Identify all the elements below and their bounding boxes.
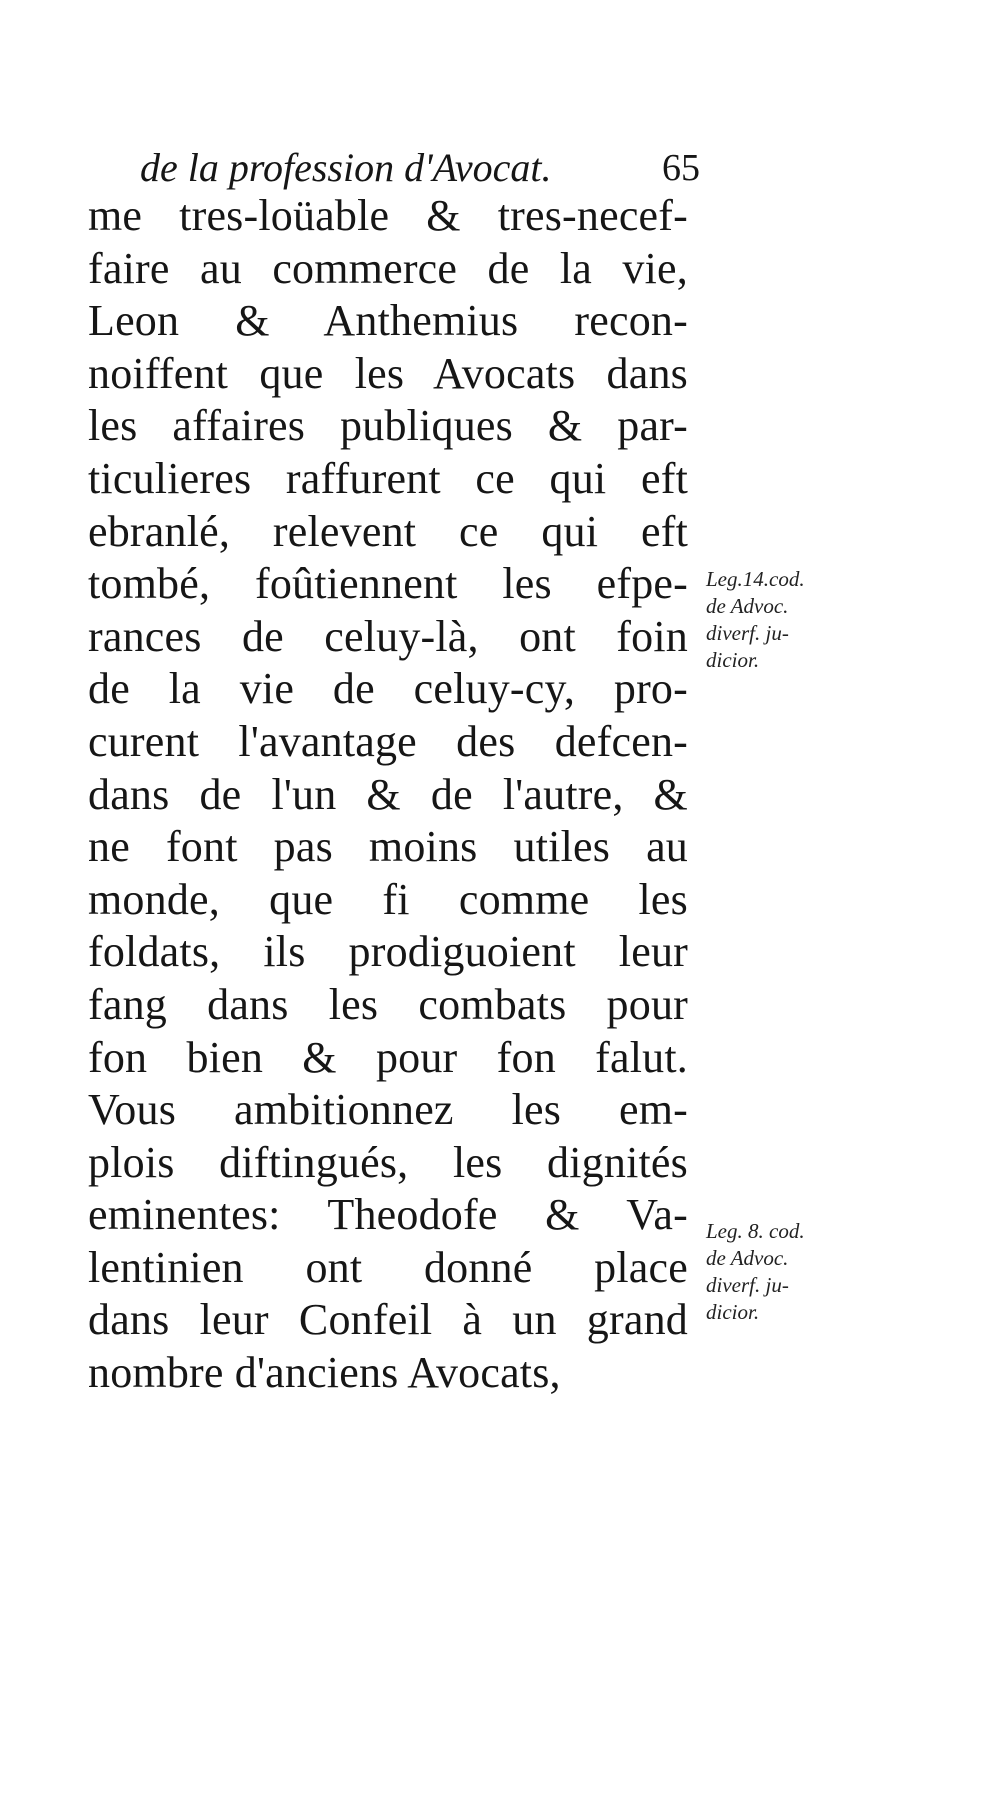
margin-note-leg-8 bbox=[706, 1218, 805, 1326]
text-line: curent l'avantage des defcen- bbox=[88, 716, 688, 766]
text-line: foldats, ils prodiguoient leur bbox=[88, 927, 688, 977]
text-line: les affaires publiques & par- bbox=[88, 401, 688, 451]
text-line: fang dans les combats pour bbox=[88, 979, 688, 1029]
text-line: plois diftingués, les dignités bbox=[88, 1137, 688, 1187]
text-line: nombre d'anciens Avocats, bbox=[88, 1348, 561, 1398]
margin-note-line: Leg. 8. cod. bbox=[706, 1219, 805, 1243]
text-line: faire au commerce de la vie, bbox=[88, 243, 688, 293]
text-line: lentinien ont donné place bbox=[88, 1242, 688, 1292]
margin-note-line: de Advoc. bbox=[706, 1246, 789, 1270]
body-text bbox=[88, 190, 688, 1400]
text-line: Vous ambitionnez les em- bbox=[88, 1085, 688, 1135]
margin-note-line: dicior. bbox=[706, 648, 760, 672]
text-line: Leon & Anthemius recon- bbox=[88, 296, 688, 346]
text-line: me tres-loüable & tres-necef- bbox=[88, 191, 688, 240]
running-head bbox=[140, 140, 700, 196]
margin-note-line: diverf. ju- bbox=[706, 1273, 789, 1297]
margin-note-leg-14 bbox=[706, 566, 805, 674]
text-line: tombé, foûtiennent les efpe- bbox=[88, 559, 688, 609]
margin-note-line: diverf. ju- bbox=[706, 621, 789, 645]
text-line: ebranlé, relevent ce qui eft bbox=[88, 506, 688, 556]
text-line: ne font pas moins utiles au bbox=[88, 822, 688, 872]
text-line: de la vie de celuy-cy, pro- bbox=[88, 664, 688, 714]
margin-note-line: Leg.14.cod. bbox=[706, 567, 805, 591]
text-line: monde, que fi comme les bbox=[88, 874, 688, 924]
text-line: noiffent que les Avocats dans bbox=[88, 348, 688, 398]
margin-note-line: dicior. bbox=[706, 1300, 760, 1324]
text-line: dans de l'un & de l'autre, & bbox=[88, 769, 688, 819]
margin-note-line: de Advoc. bbox=[706, 594, 789, 618]
page-number: 65 bbox=[662, 147, 700, 189]
running-title: de la profession d'Avocat. bbox=[140, 145, 552, 190]
text-line: dans leur Confeil à un grand bbox=[88, 1295, 688, 1345]
text-line: fon bien & pour fon falut. bbox=[88, 1032, 688, 1082]
text-line: ticulieres raffurent ce qui eft bbox=[88, 453, 688, 503]
text-line: rances de celuy-là, ont foin bbox=[88, 611, 688, 661]
text-line: eminentes: Theodofe & Va- bbox=[88, 1190, 688, 1240]
